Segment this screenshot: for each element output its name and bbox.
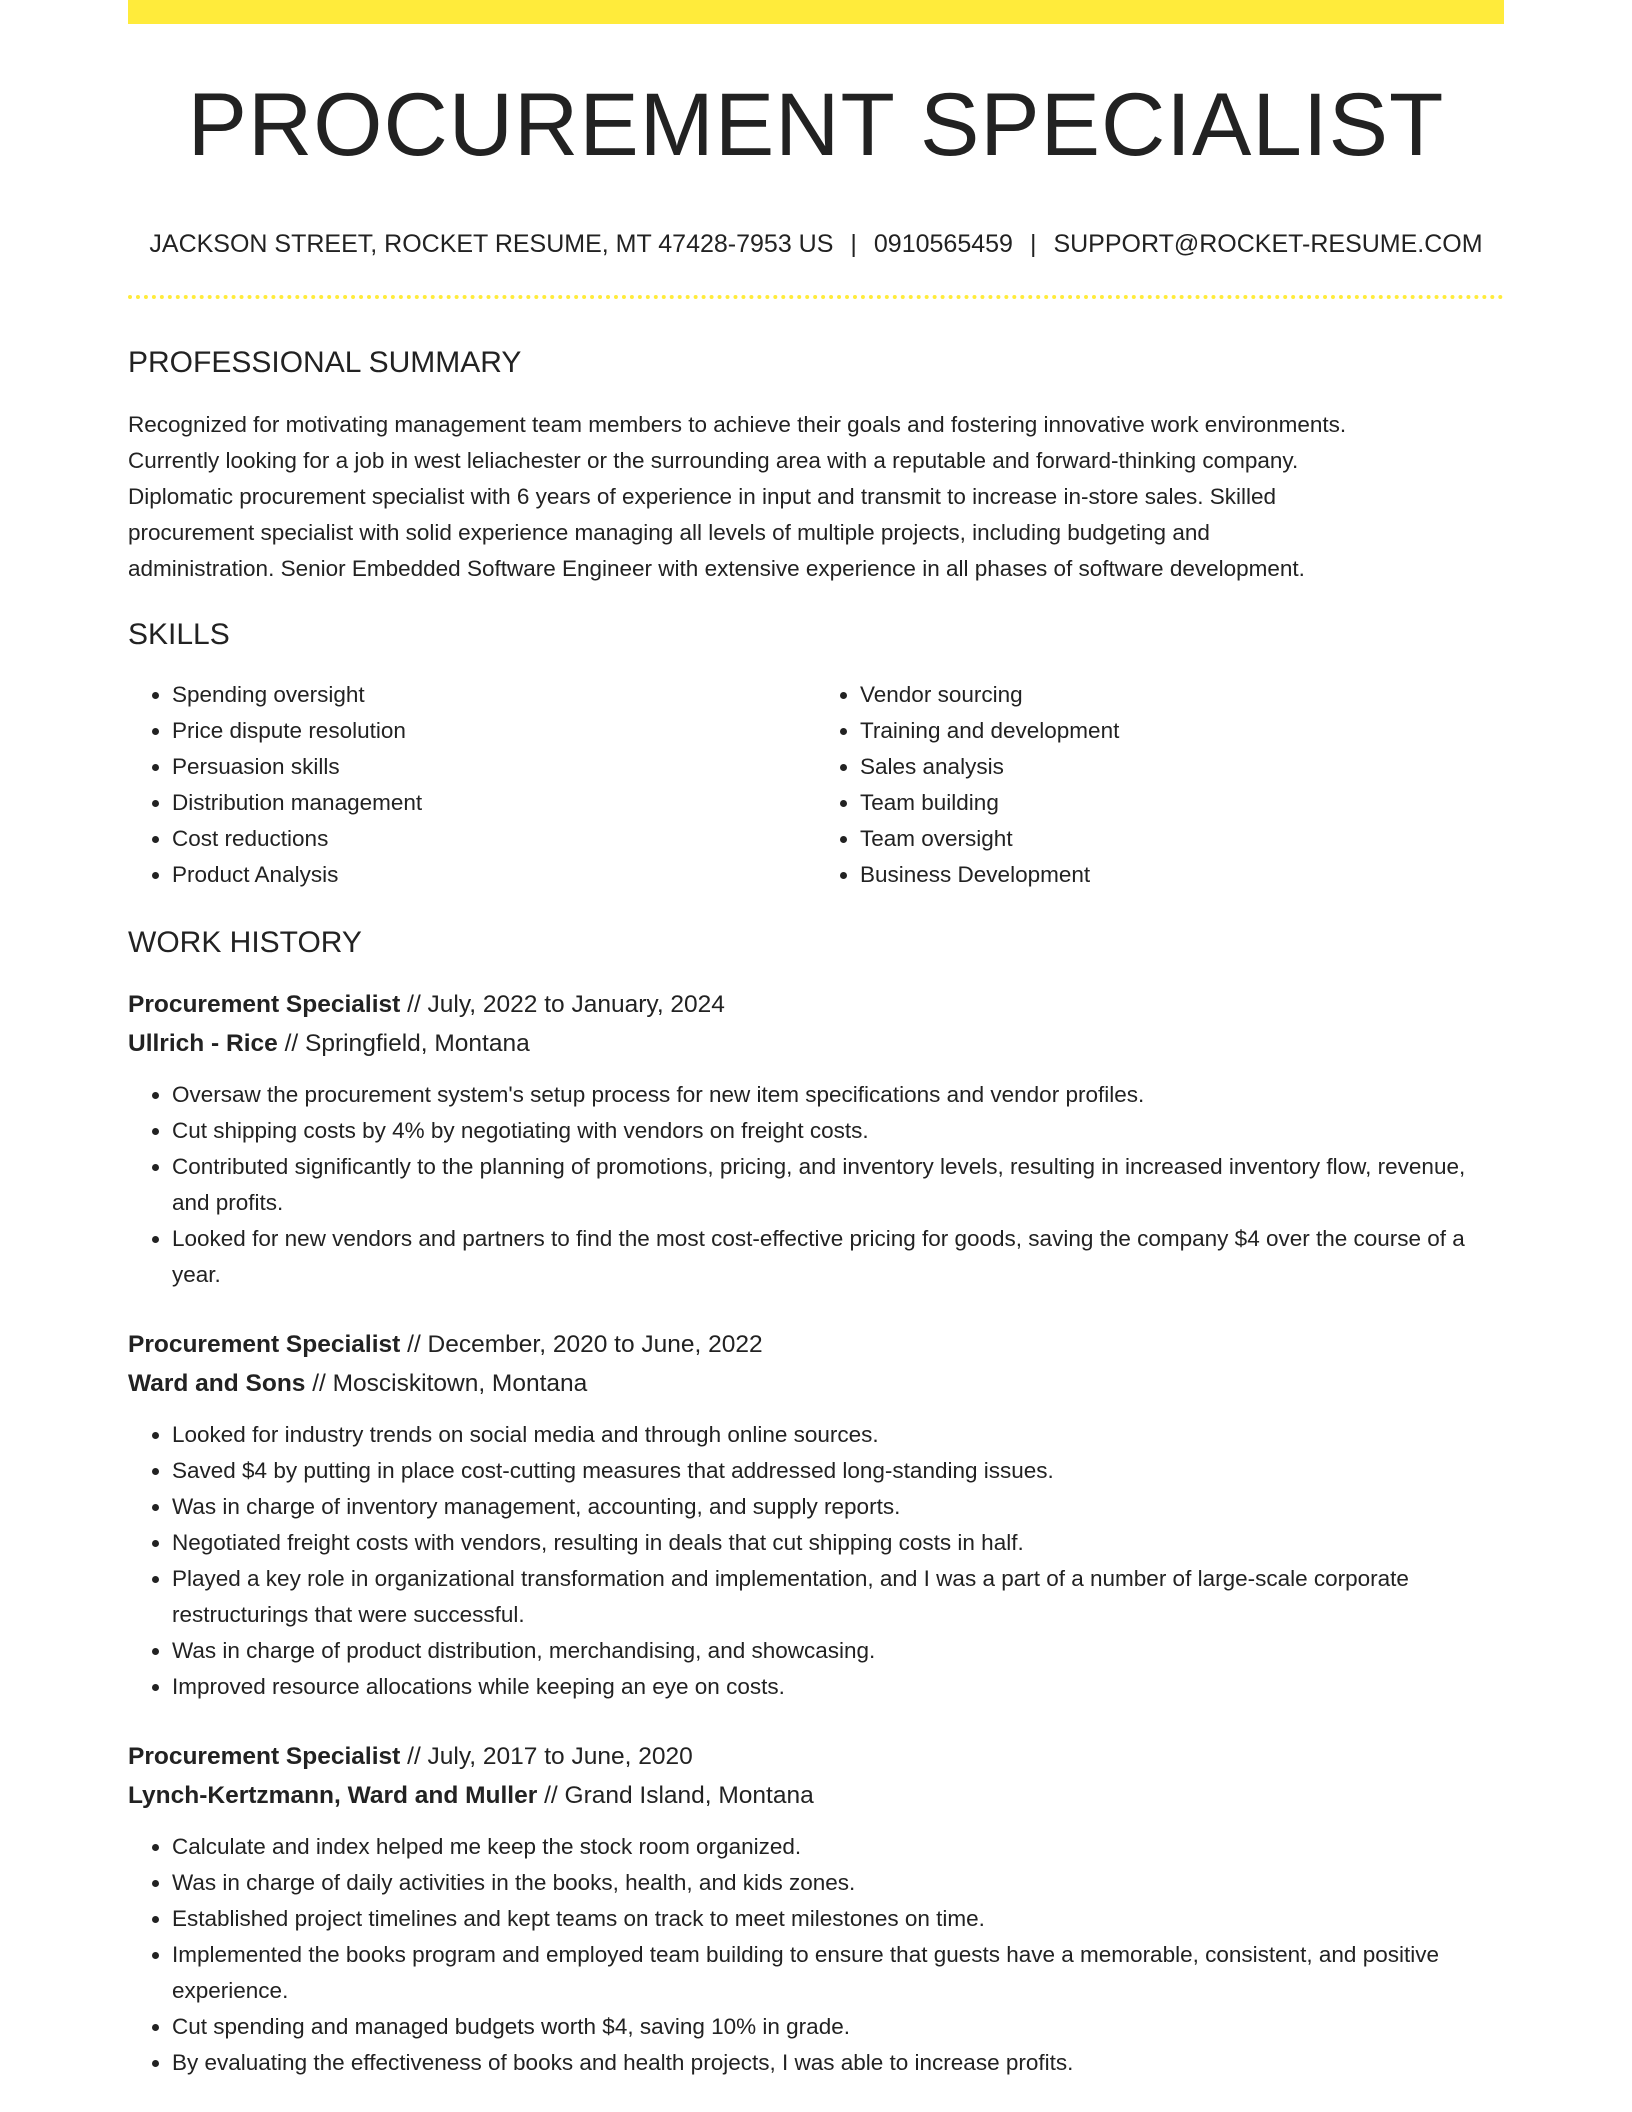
section-title-skills: SKILLS <box>128 618 230 651</box>
summary-line: Recognized for motivating management team members to achieve their goals and fostering innovative work environments. <box>128 412 1347 437</box>
job-duties <box>128 1077 1504 1293</box>
job-duty: • Saved $4 by putting in place cost-cutting measures that addressed long-standing issues. <box>172 1453 1504 1489</box>
job-duty: • Improved resource allocations while keeping an eye on costs. <box>172 1669 1504 1705</box>
job-duty: • Was in charge of daily activities in the books, health, and kids zones. <box>172 1865 1504 1901</box>
job-role: Procurement Specialist <box>128 1743 401 1770</box>
job-role-line <box>128 985 1504 1024</box>
resume-title: PROCUREMENT SPECIALIST <box>187 74 1445 174</box>
skill-item: • Training and development <box>860 713 1504 749</box>
contact-phone: 0910565459 <box>873 230 1013 258</box>
skills-column-right <box>816 677 1504 893</box>
job-duties <box>128 1417 1504 1705</box>
job-duty: • Calculate and index helped me keep the stock room organized. <box>172 1829 1504 1865</box>
job-duty: • Negotiated freight costs with vendors, resulting in deals that cut shipping costs in half. <box>172 1525 1504 1561</box>
job-duty: • By evaluating the effectiveness of books and health projects, I was able to increase profits. <box>172 2045 1504 2081</box>
job-location: // Springfield, Montana <box>277 1030 530 1057</box>
contact-address: JACKSON STREET, ROCKET RESUME, MT 47428-7953 US <box>149 230 834 258</box>
skill-item: • Vendor sourcing <box>860 677 1504 713</box>
skill-item: • Team building <box>860 785 1504 821</box>
job-dates: // December, 2020 to June, 2022 <box>400 1331 763 1358</box>
skill-item: • Cost reductions <box>172 821 816 857</box>
job-role-line <box>128 1737 1504 1776</box>
job-duty: • Was in charge of inventory management, accounting, and supply reports. <box>172 1489 1504 1525</box>
summary-line: procurement specialist with solid experience managing all levels of multiple projects, including budgeting and <box>128 520 1210 545</box>
job-duty: • Looked for industry trends on social media and through online sources. <box>172 1417 1504 1453</box>
job-location: // Mosciskitown, Montana <box>305 1370 588 1397</box>
contact-line <box>128 229 1504 259</box>
accent-bar <box>128 0 1504 24</box>
job-company: Ward and Sons <box>128 1370 306 1397</box>
dotted-divider <box>128 295 1504 299</box>
job-company: Ullrich - Rice <box>128 1030 278 1057</box>
skill-item: • Distribution management <box>172 785 816 821</box>
skill-item: • Persuasion skills <box>172 749 816 785</box>
section-title-work-history: WORK HISTORY <box>128 926 362 959</box>
job-dates: // July, 2022 to January, 2024 <box>400 991 725 1018</box>
job-role-line <box>128 1325 1504 1364</box>
summary-line: Diplomatic procurement specialist with 6 years of experience in input and transmit to increase in-store sales. Skilled <box>128 484 1277 509</box>
summary-line: Currently looking for a job in west leliachester or the surrounding area with a reputable and forward-thinking company. <box>128 448 1299 473</box>
summary-text <box>128 407 1504 587</box>
skill-item: • Business Development <box>860 857 1504 893</box>
contact-separator: | <box>850 230 857 258</box>
job-duty: • Implemented the books program and employed team building to ensure that guests have a memorable, consistent, and positive experience. <box>172 1937 1504 2009</box>
skill-item: • Sales analysis <box>860 749 1504 785</box>
job-duty: • Looked for new vendors and partners to find the most cost-effective pricing for goods, saving the company $4 over the course of a year. <box>172 1221 1504 1293</box>
job-duty: • Played a key role in organizational transformation and implementation, and I was a part of a number of large-scale corporate restructurings that were successful. <box>172 1561 1504 1633</box>
skill-item: • Product Analysis <box>172 857 816 893</box>
section-title-summary: PROFESSIONAL SUMMARY <box>128 346 522 379</box>
contact-separator: | <box>1029 230 1037 258</box>
job-role: Procurement Specialist <box>128 991 401 1018</box>
contact-email: SUPPORT@ROCKET-RESUME.COM <box>1053 230 1483 258</box>
job-company-line <box>128 1776 1504 1815</box>
job-role: Procurement Specialist <box>128 1331 401 1358</box>
job-duty: • Cut shipping costs by 4% by negotiating with vendors on freight costs. <box>172 1113 1504 1149</box>
job-entry <box>128 1737 1504 2081</box>
job-duty: • Established project timelines and kept teams on track to meet milestones on time. <box>172 1901 1504 1937</box>
job-company: Lynch-Kertzmann, Ward and Muller <box>128 1782 538 1809</box>
skill-item: • Spending oversight <box>172 677 816 713</box>
skills-list <box>128 677 1504 893</box>
skill-item: • Price dispute resolution <box>172 713 816 749</box>
summary-line: administration. Senior Embedded Software Engineer with extensive experience in all phases of software development. <box>128 556 1305 581</box>
job-entry <box>128 985 1504 1293</box>
job-company-line <box>128 1364 1504 1403</box>
skills-column-left <box>128 677 816 893</box>
job-dates: // July, 2017 to June, 2020 <box>400 1743 693 1770</box>
job-duties <box>128 1829 1504 2081</box>
skill-item: • Team oversight <box>860 821 1504 857</box>
job-duty: • Oversaw the procurement system's setup process for new item specifications and vendor profiles. <box>172 1077 1504 1113</box>
job-duty: • Contributed significantly to the planning of promotions, pricing, and inventory levels, resulting in increased inventory flow, revenue, and profits. <box>172 1149 1504 1221</box>
job-location: // Grand Island, Montana <box>537 1782 814 1809</box>
job-duty: • Was in charge of product distribution, merchandising, and showcasing. <box>172 1633 1504 1669</box>
resume-page <box>128 0 1504 2081</box>
job-duty: • Cut spending and managed budgets worth $4, saving 10% in grade. <box>172 2009 1504 2045</box>
job-entry <box>128 1325 1504 1705</box>
job-company-line <box>128 1024 1504 1063</box>
